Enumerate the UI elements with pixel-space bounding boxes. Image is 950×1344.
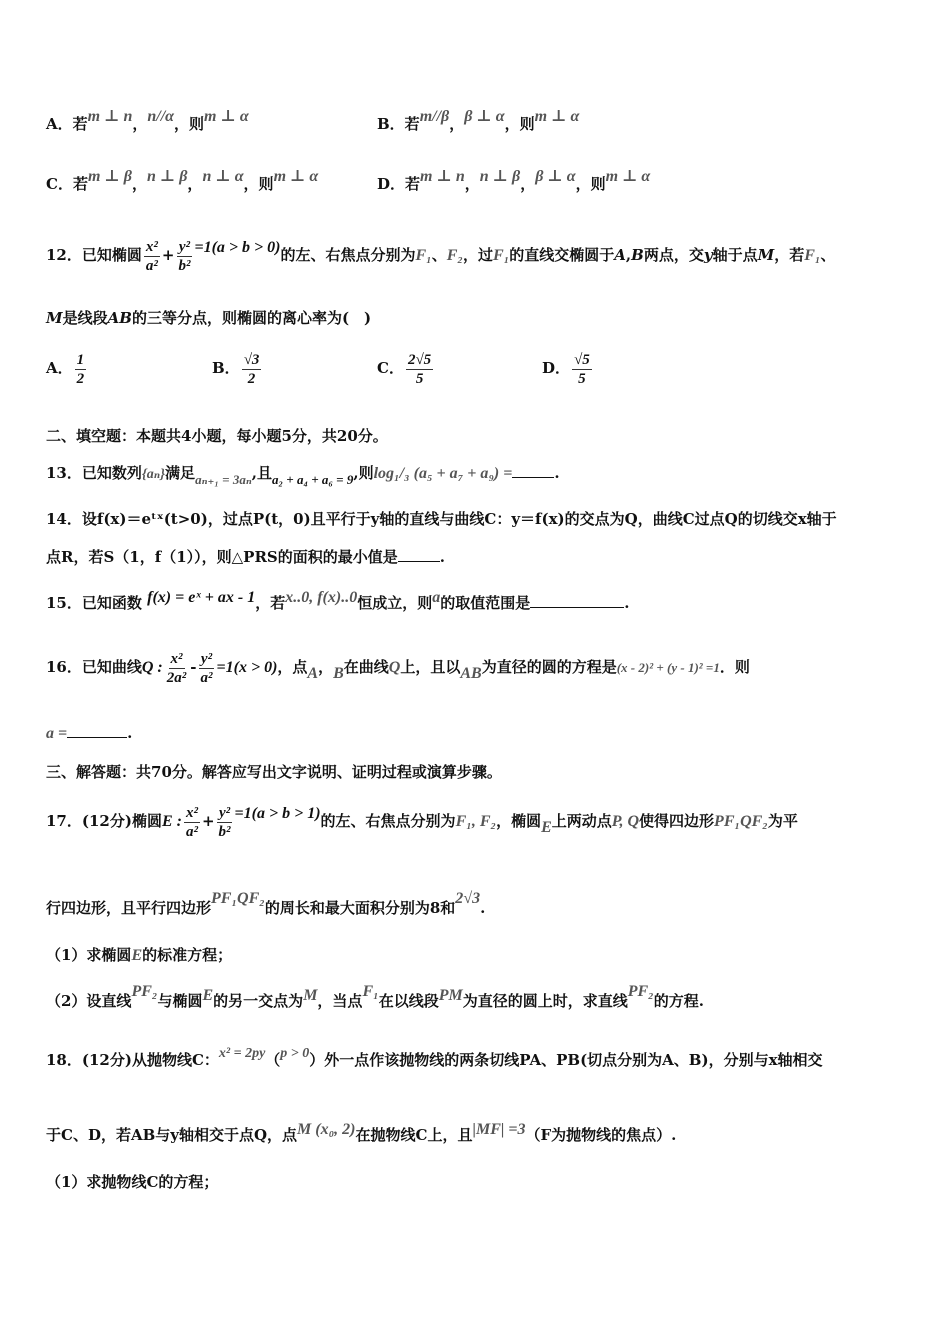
q12-option-c: C． $\frac{2√5}{5}$ xyxy=(377,351,432,387)
q14-line1: 14．设f(x)＝eᵗˣ(t>0)，过点P(t，0)且平行于y轴的直线与曲线C：y＝f(x)的交点为Q，曲线C过点Q的切线交x轴于 xyxy=(46,510,837,528)
q12-stem-line2: M是线段AB的三等分点，则椭圆的离心率为( ) xyxy=(46,309,372,327)
q15: 15．已知函数 f(x) = eˣ + ax - 1，若x..0, f(x)..0恒成立，则a的取值范围是 . xyxy=(46,589,630,612)
q12-stem-line1: 12．已知椭圆 $\frac{\text{x²}}{\text{a²}}$ + $\frac{\text{y²}}{\text{b²}}$ =1(a > b > 0)的左、右焦点分别为F₁、F₂，过F₁的直线交椭圆于A,B两点，交y轴于点M，若F₁、 xyxy=(46,238,836,274)
q14-answer-blank[interactable] xyxy=(398,560,440,562)
q11-option-c: C．若m ⊥ β，n ⊥ β，n ⊥ α，则m ⊥ α xyxy=(46,168,319,193)
q12-frac-y: $\frac{\text{y²}}{\text{b²}}$ xyxy=(178,238,191,274)
q11-option-d: D．若m ⊥ n，n ⊥ β，β ⊥ α，则m ⊥ α xyxy=(377,168,651,193)
q14-line2: 点R，若S（1，f（1）），则△PRS的面积的最小值是 . xyxy=(46,548,445,566)
q12-frac-x: $\frac{\text{x²}}{\text{a²}}$ xyxy=(145,238,158,274)
q11-a-result: m ⊥ α xyxy=(204,108,249,125)
q16-line2: a = . xyxy=(46,724,133,742)
q11-a-cond1: m ⊥ n xyxy=(87,108,133,125)
section-3-heading: 三、解答题：共70分。解答应写出文字说明、证明过程或演算步骤。 xyxy=(46,763,502,781)
section-2-heading: 二、填空题：本题共4小题，每小题5分，共20分。 xyxy=(46,427,388,445)
q11-option-a: A．若m ⊥ n，n//α，则m ⊥ α xyxy=(46,108,249,133)
q18-line2: 于C、D，若AB与y轴相交于点Q，点M (x₀, 2)在抛物线C上，且|MF| =3（F为抛物线的焦点）. xyxy=(46,1121,677,1144)
q12-option-b: B． $\frac{√3}{2}$ xyxy=(212,351,260,387)
q16-answer-blank[interactable] xyxy=(67,736,127,738)
q17-part1: （1）求椭圆E的标准方程； xyxy=(46,946,233,964)
q18-line1: 18．(12分)从抛物线C：x² = 2py（p > 0）外一点作该抛物线的两条切线PA、PB(切点分别为A、B)，分别与x轴相交 xyxy=(46,1046,823,1069)
q11-b-result: m ⊥ α xyxy=(534,108,580,125)
q11-option-b: B．若m//β，β ⊥ α，则m ⊥ α xyxy=(377,108,580,133)
q15-answer-blank[interactable] xyxy=(530,606,624,608)
q12-option-a: A． $\frac{1}{2}$ xyxy=(46,351,85,387)
q11-a-cond2: n//α xyxy=(147,108,174,125)
q11-b-cond2: β ⊥ α xyxy=(464,108,505,125)
q13-answer-blank[interactable] xyxy=(512,476,554,478)
q17-line2: 行四边形，且平行四边形PF₁QF₂的周长和最大面积分别为8和2√3. xyxy=(46,890,486,917)
q13: 13．已知数列{aₙ}满足aₙ₊₁ = 3aₙ,且a₂ + a₄ + a₆ = 9,则log₁/₃ (a₅ + a₇ + a₉) = . xyxy=(46,464,560,487)
q17-line1: 17．(12分)椭圆E : $\frac{\text{x²}}{\text{a²}}$ + $\frac{\text{y²}}{\text{b²}}$ =1(a > b > 1)的左、右焦点分别为F₁, F₂，椭圆E上两动点P, Q使得四边形PF₁QF₂为平 xyxy=(46,804,798,840)
q16-line1: 16．已知曲线Q : $\frac{\text{x²}}{\text{2a²}}$ - $\frac{\text{y²}}{\text{a²}}$ =1(x > 0)，点A，B在曲线Q上，且以AB为直径的圆的方程是(x - 2)² + (y - 1)² =1．则 xyxy=(46,650,750,686)
q11-b-cond1: m//β xyxy=(419,108,450,125)
q18-part1: （1）求抛物线C的方程； xyxy=(46,1173,219,1191)
q12-option-d: D． $\frac{√5}{5}$ xyxy=(542,351,590,387)
q17-part2: （2）设直线PF₂与椭圆E的另一交点为M，当点F₁在以线段PM为直径的圆上时，求直线PF₂的方程. xyxy=(46,983,704,1010)
